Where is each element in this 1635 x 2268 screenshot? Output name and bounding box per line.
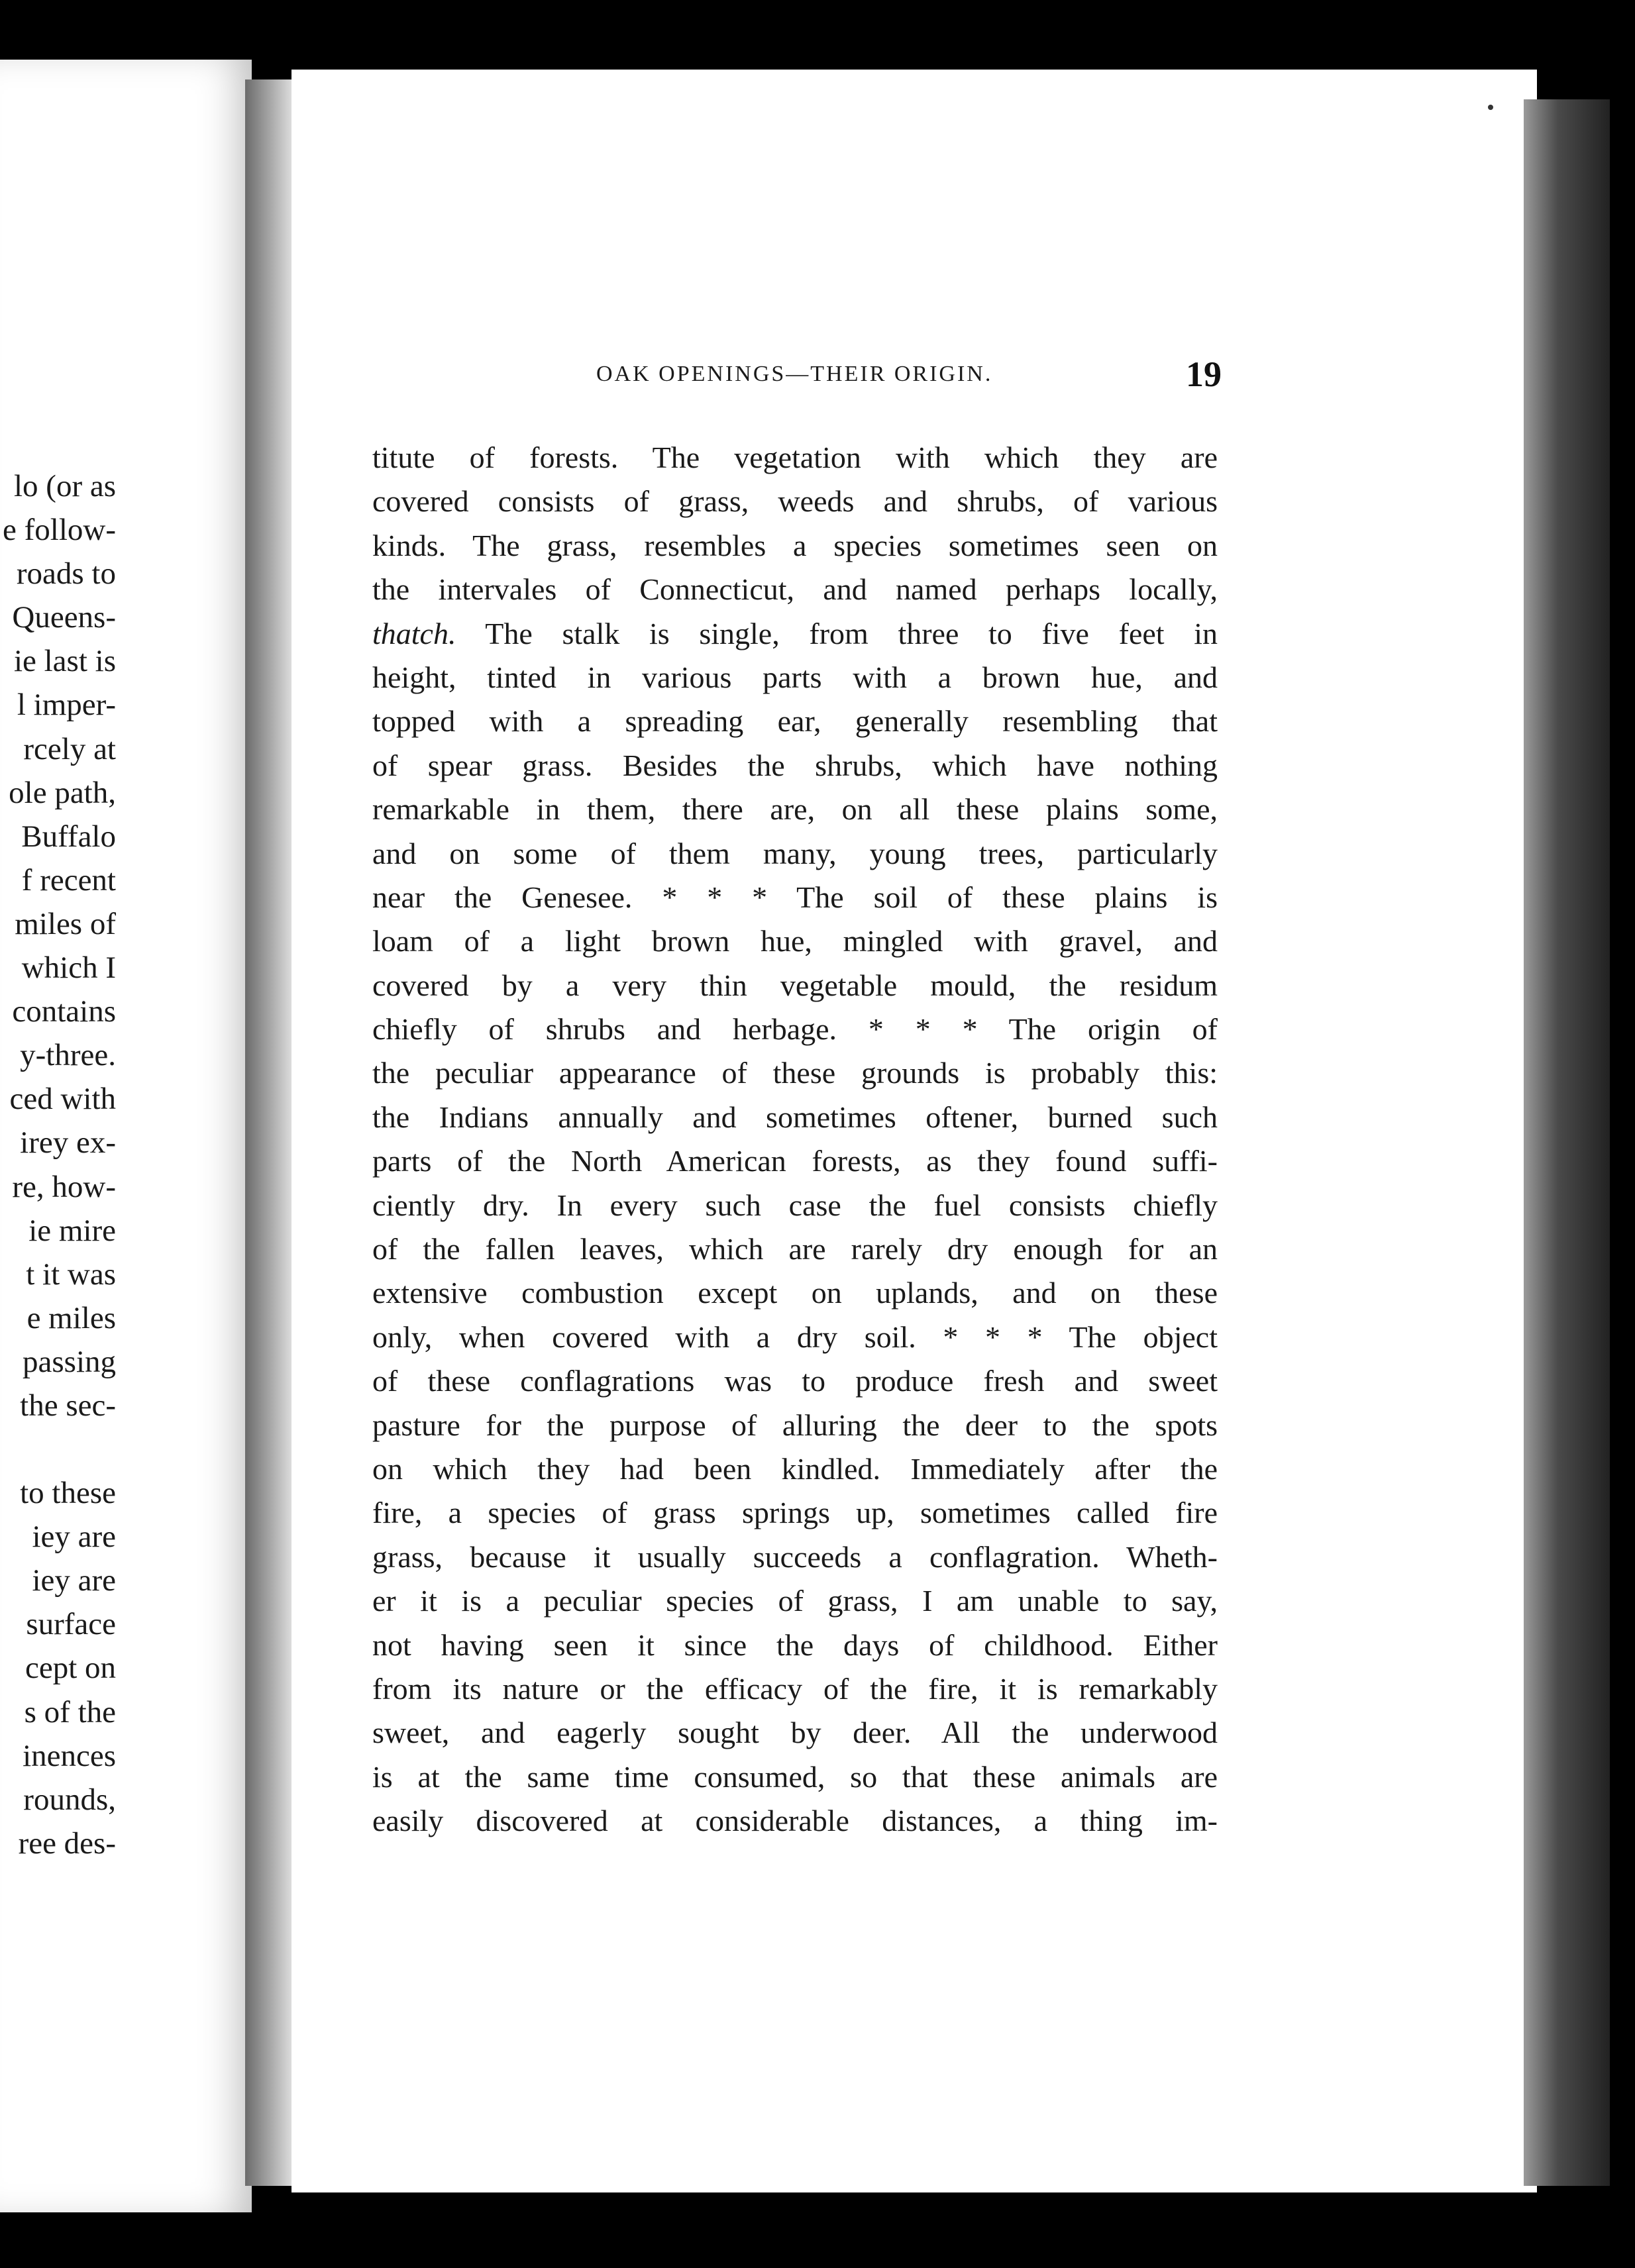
running-head-title: OAK OPENINGS—THEIR ORIGIN. bbox=[596, 362, 993, 386]
left-page-line: y-three. bbox=[20, 1038, 116, 1073]
book-gutter bbox=[245, 79, 291, 2186]
body-line: only, when covered with a dry soil. * * * The object bbox=[372, 1319, 1218, 1354]
left-page-line: ie mire bbox=[28, 1213, 116, 1248]
body-line: the intervales of Connecticut, and named perhaps locally, bbox=[372, 572, 1218, 607]
body-line: near the Genesee. * * * The soil of these plains is bbox=[372, 880, 1218, 914]
left-page-line: Buffalo bbox=[21, 819, 116, 854]
left-page-line: ole path, bbox=[9, 775, 116, 810]
body-line: kinds. The grass, resembles a species sometimes seen on bbox=[372, 528, 1218, 562]
left-page-line: iey are bbox=[32, 1520, 116, 1555]
left-page-line: l imper- bbox=[17, 688, 116, 723]
body-line: of the fallen leaves, which are rarely dry enough for an bbox=[372, 1232, 1218, 1266]
left-page-line: inences bbox=[23, 1738, 116, 1773]
left-page-line: rounds, bbox=[23, 1782, 116, 1817]
running-head bbox=[291, 354, 1510, 404]
page-number: 19 bbox=[1186, 354, 1222, 394]
body-line: sweet, and eagerly sought by deer. All the underwood bbox=[372, 1716, 1218, 1750]
left-page-line: rcely at bbox=[23, 731, 116, 766]
left-page-line: ree des- bbox=[18, 1826, 116, 1861]
body-text bbox=[372, 436, 1218, 1843]
body-line: from its nature or the efficacy of the fire, it is remarkably bbox=[372, 1671, 1218, 1706]
body-line: titute of forests. The vegetation with which they are bbox=[372, 440, 1218, 474]
body-line: of these conflagrations was to produce fresh and sweet bbox=[372, 1364, 1218, 1398]
body-line: thatch. The stalk is single, from three to five feet in bbox=[372, 616, 1218, 650]
left-page-line: the sec- bbox=[20, 1388, 116, 1423]
body-line: covered by a very thin vegetable mould, the residum bbox=[372, 968, 1218, 1002]
left-page-line: ie last is bbox=[13, 644, 116, 679]
left-page-line: e miles bbox=[26, 1300, 116, 1335]
body-line: er it is a peculiar species of grass, I am unable to say, bbox=[372, 1584, 1218, 1618]
left-page-line: surface bbox=[26, 1607, 116, 1642]
body-line: not having seen it since the days of childhood. Either bbox=[372, 1627, 1218, 1662]
body-line: ciently dry. In every such case the fuel consists chiefly bbox=[372, 1188, 1218, 1222]
scan-speck bbox=[1488, 105, 1493, 110]
left-page-line: ced with bbox=[9, 1082, 116, 1117]
body-line: the Indians annually and sometimes oftener, burned such bbox=[372, 1100, 1218, 1134]
body-line: easily discovered at considerable distances, a thing im- bbox=[372, 1804, 1218, 1838]
body-line: chiefly of shrubs and herbage. * * * The origin of bbox=[372, 1012, 1218, 1047]
left-page-line: miles of bbox=[15, 906, 116, 941]
left-page-line: f recent bbox=[21, 862, 116, 898]
body-line: parts of the North American forests, as they found suffi- bbox=[372, 1144, 1218, 1178]
left-page-line: passing bbox=[23, 1344, 116, 1379]
body-line: and on some of them many, young trees, particularly bbox=[372, 836, 1218, 870]
body-line: fire, a species of grass springs up, sometimes called fire bbox=[372, 1496, 1218, 1530]
left-page-line: to these bbox=[20, 1476, 116, 1511]
left-page-line: Queens- bbox=[12, 600, 116, 635]
body-line: extensive combustion except on uplands, and on these bbox=[372, 1276, 1218, 1310]
left-page-line: e follow- bbox=[3, 513, 116, 548]
left-page-line: iey are bbox=[32, 1563, 116, 1598]
left-page-line: irey ex- bbox=[20, 1125, 116, 1160]
left-page-line: re, how- bbox=[12, 1169, 116, 1204]
left-page-line bbox=[3, 1427, 116, 1471]
left-page-line: s of the bbox=[24, 1694, 116, 1729]
left-page-line: t it was bbox=[26, 1257, 116, 1292]
body-line: topped with a spreading ear, generally resembling that bbox=[372, 704, 1218, 739]
body-line: grass, because it usually succeeds a conflagration. Wheth- bbox=[372, 1539, 1218, 1574]
left-facing-page bbox=[0, 60, 252, 2212]
body-line: covered consists of grass, weeds and shrubs, of various bbox=[372, 484, 1218, 519]
left-page-line: contains bbox=[12, 994, 116, 1029]
left-page-line: which I bbox=[21, 951, 116, 986]
left-page-text bbox=[3, 464, 116, 1865]
left-page-line: roads to bbox=[16, 556, 116, 592]
page-fore-edge bbox=[1524, 99, 1610, 2186]
body-line: height, tinted in various parts with a brown hue, and bbox=[372, 660, 1218, 694]
body-line: loam of a light brown hue, mingled with gravel, and bbox=[372, 924, 1218, 958]
body-line: remarkable in them, there are, on all these plains some, bbox=[372, 792, 1218, 827]
italic-term: thatch. bbox=[372, 616, 456, 650]
left-page-line: lo (or as bbox=[13, 469, 116, 503]
body-line: the peculiar appearance of these grounds is probably this: bbox=[372, 1056, 1218, 1090]
left-page-line: cept on bbox=[25, 1651, 116, 1686]
body-line: pasture for the purpose of alluring the deer to the spots bbox=[372, 1408, 1218, 1442]
body-line: on which they had been kindled. Immediately after the bbox=[372, 1451, 1218, 1486]
body-line: is at the same time consumed, so that these animals are bbox=[372, 1759, 1218, 1794]
body-line: of spear grass. Besides the shrubs, which have nothing bbox=[372, 748, 1218, 782]
